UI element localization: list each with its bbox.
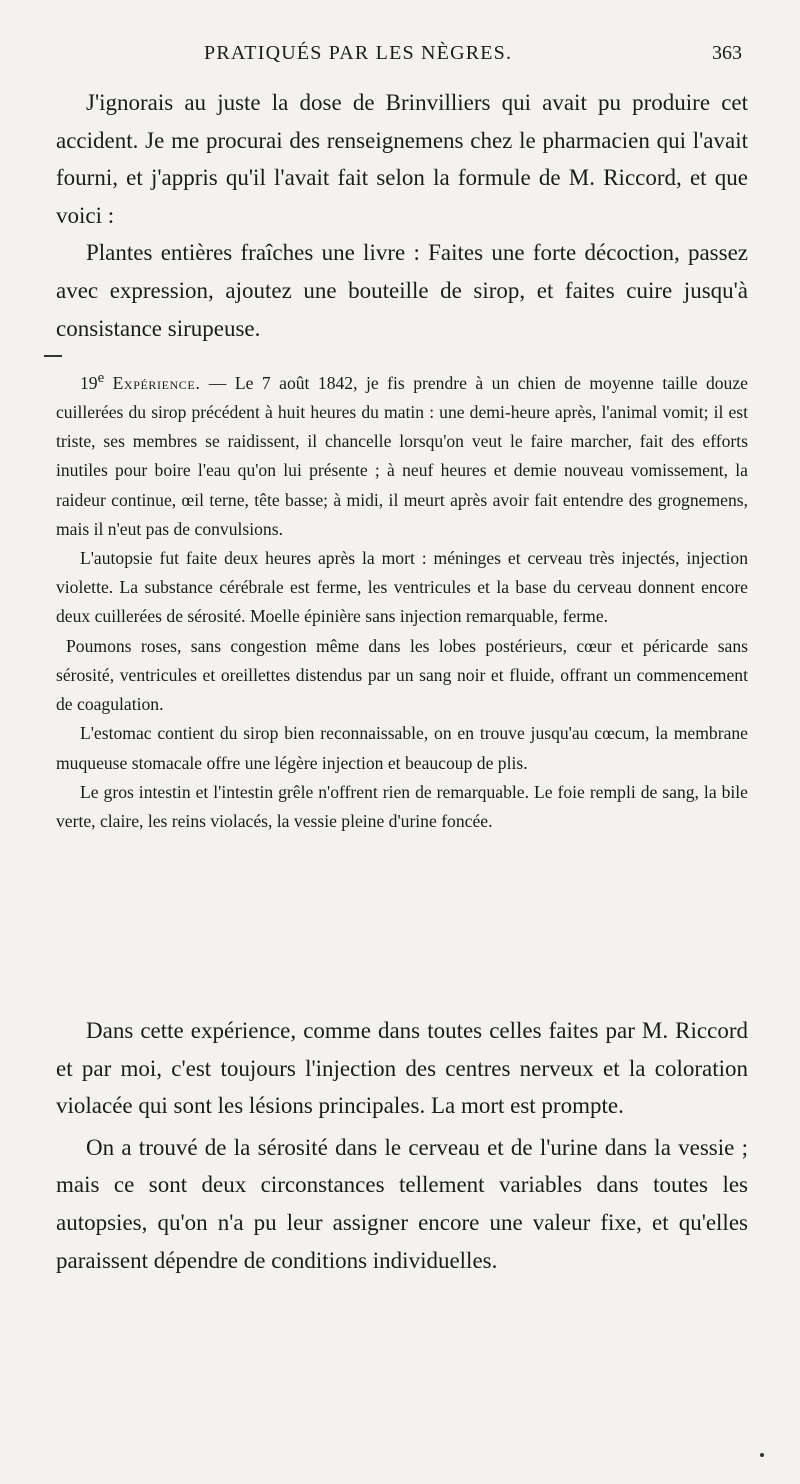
page-dot — [760, 1453, 764, 1457]
paragraph-lungs: Poumons roses, sans congestion même dans les lobes postérieurs, cœur et péricarde sans sérosité, ventricules et oreillettes distendus par un sang noir et fluide, offrant un commencement de coagulation. — [56, 635, 748, 715]
paragraph-autopsy: L'autopsie fut faite deux heures après la mort : méninges et cerveau très injectés, injection violette. La substance cérébrale est ferme, les ventricules et la base du cerveau donnent encore deux cuillerées de sérosité. Moelle épinière sans injection remarquable, ferme. — [56, 548, 748, 627]
paragraph-formula: Plantes entières fraîches une livre : Faites une forte décoction, passez avec expression, ajoutez une bouteille de sirop, et faites cuire jusqu'à consistance sirupeuse. — [56, 240, 748, 341]
page-number: 363 — [712, 42, 742, 64]
experiment-text: — Le 7 août 1842, je fis prendre à un chien de moyenne taille douze cuillerées du sirop précédent à huit heures du matin : une demi-heure après, l'animal vomit; il est triste, ses membres se raidissent, il chancelle lorsqu'on veut le faire marcher, fait des efforts inutiles pour boire l'eau qu'on lui présente ; à neuf heures et demie nouveau vomissement, la raideur continue, œil terne, tête basse; à midi, il meurt après avoir fait entendre des grognemens, mais il n'eut pas de convulsions. — [56, 372, 748, 539]
paragraph-ignorance: J'ignorais au juste la dose de Brinvilliers qui avait pu produire cet accident. Je me procurai des renseignemens chez le pharmacien qui l'avait fourni, et j'appris qu'il l'avait fait selon la formule de M. Riccord, et que voici : — [56, 90, 748, 228]
paragraph-intestines: Le gros intestin et l'intestin grêle n'offrent rien de remarquable. Le foie rempli de sang, la bile verte, claire, les reins violacés, la vessie pleine d'urine foncée. — [56, 781, 748, 831]
text-block-experiment — [56, 364, 748, 836]
paragraph-stomach: L'estomac contient du sirop bien reconnaissable, on en trouve jusqu'au cœcum, la membrane muqueuse stomacale offre une légère injection et beaucoup de plis. — [56, 723, 748, 773]
text-block-top — [56, 84, 748, 347]
page-header — [54, 42, 742, 76]
paragraph-serosity: On a trouvé de la sérosité dans le cerveau et de l'urine dans la vessie ; mais ce sont deux circonstances tellement variables dans toutes les autopsies, qu'on n'a pu leur assigner encore une valeur fixe, et qu'elles paraissent dépendre de conditions individuelles. — [56, 1134, 748, 1273]
experiment-superscript: e — [97, 370, 105, 386]
margin-mark — [44, 355, 62, 357]
running-title: PRATIQUÉS PAR LES NÈGRES. — [204, 42, 513, 64]
paragraph-experiment-19 — [56, 364, 748, 544]
experiment-number: 19 — [80, 372, 98, 393]
experiment-label: Expérience. — [112, 372, 201, 393]
paragraph-conclusion: Dans cette expérience, comme dans toutes celles faites par M. Riccord et par moi, c'est toujours l'injection des centres nerveux et la coloration violacée qui sont les lésions principales. La mort est prompte. — [56, 1018, 748, 1119]
text-block-bottom — [56, 1012, 748, 1279]
